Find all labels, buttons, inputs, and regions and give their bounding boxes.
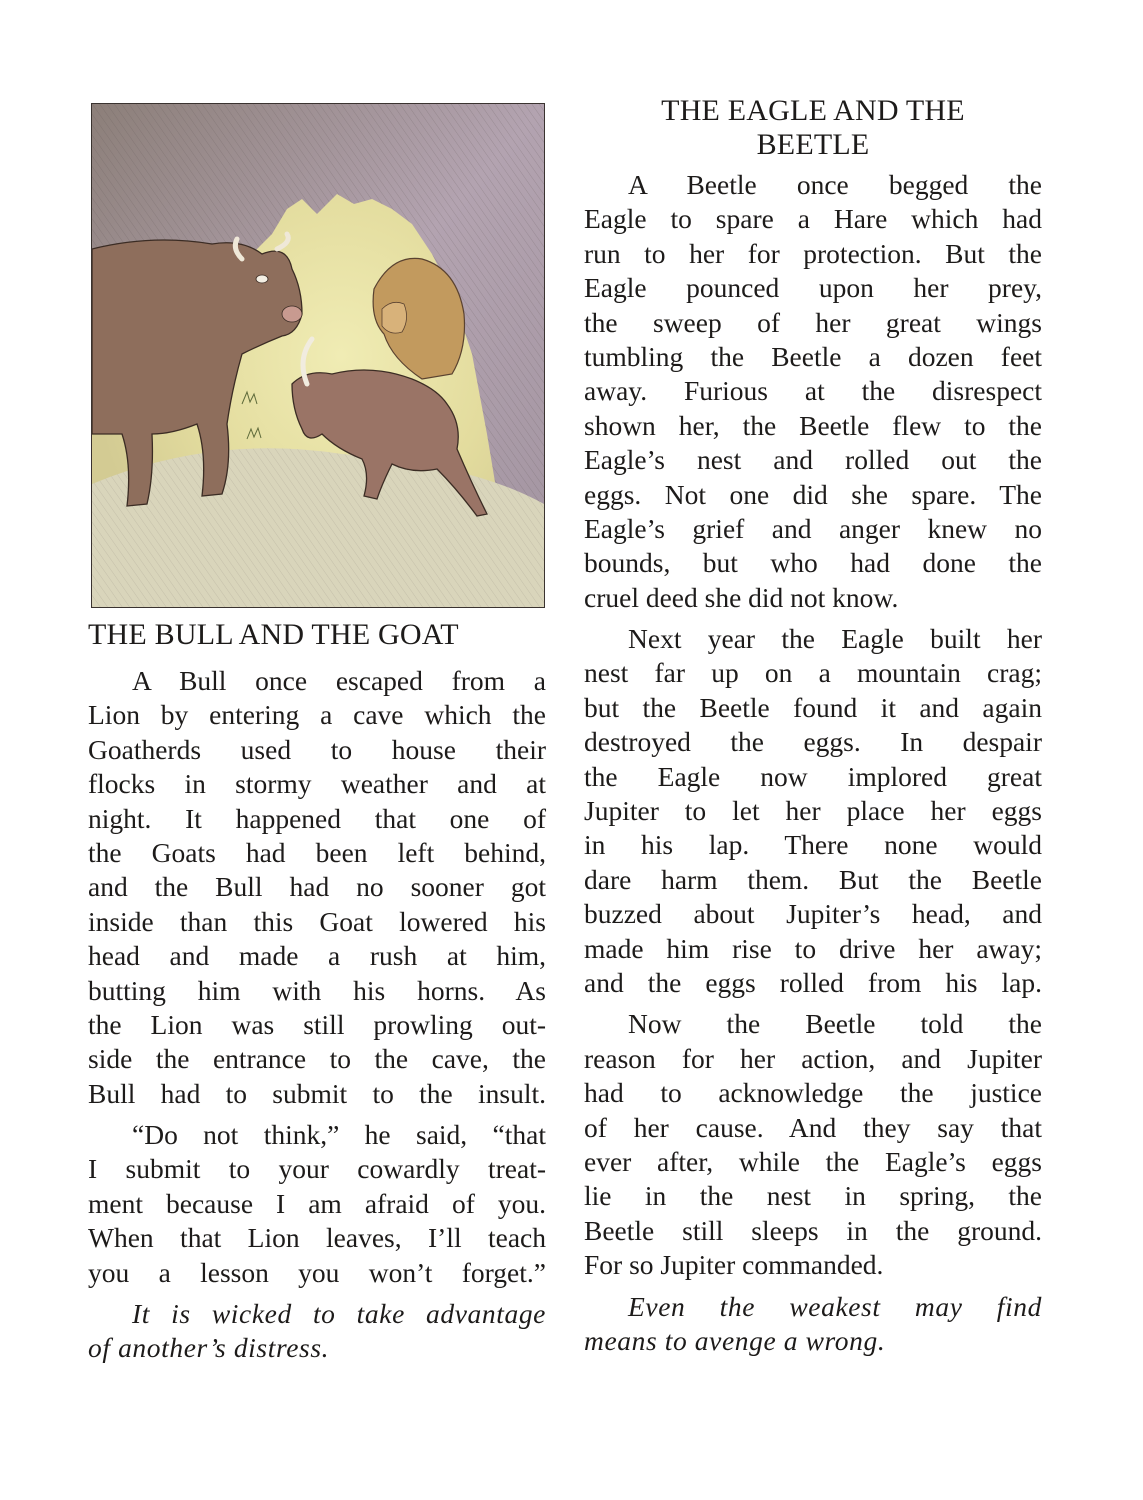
bull-goat-lion-illustration [91, 103, 545, 608]
story-title-line: BEETLE [756, 128, 870, 161]
text-line: Bull had to submit to the insult. [88, 1077, 546, 1109]
text-line: bounds, but who had done the [584, 547, 1042, 579]
text-line: flocks in stormy weather and at [88, 768, 546, 800]
text-line: night. It happened that one of [88, 802, 546, 834]
text-line: ever after, while the Eagle’s eggs [584, 1145, 1042, 1177]
text-line: away. Furious at the disrespect [584, 375, 1042, 407]
story-bull-and-goat [88, 618, 546, 1366]
text-line: Eagle’s nest and rolled out the [584, 444, 1042, 476]
text-line: “Do not think,” he said, “that [132, 1119, 546, 1151]
text-line: Jupiter to let her place her eggs [584, 795, 1042, 827]
moral-line: means to avenge a wrong. [584, 1324, 886, 1356]
story-paragraph [584, 168, 1042, 615]
story-title-line: THE EAGLE AND THE [661, 94, 965, 127]
story-paragraph [584, 1007, 1042, 1282]
text-line: you a lesson you won’t forget.” [88, 1256, 546, 1288]
text-line: the Goats had been left behind, [88, 836, 546, 868]
story-title [584, 94, 1042, 162]
text-line: shown her, the Beetle flew to the [584, 409, 1042, 441]
text-line: Now the Beetle told the [628, 1008, 1042, 1040]
text-line: but the Beetle found it and again [584, 691, 1042, 723]
text-line: dare harm them. But the Beetle [584, 863, 1042, 895]
text-line: side the entrance to the cave, the [88, 1043, 546, 1075]
text-line: Eagle pounced upon her prey, [584, 272, 1042, 304]
text-line: buzzed about Jupiter’s head, and [584, 898, 1042, 930]
story-moral [584, 1290, 1042, 1359]
text-line: cruel deed she did not know. [584, 581, 899, 613]
story-moral [88, 1297, 546, 1366]
text-line: and the eggs rolled from his lap. [584, 966, 1042, 998]
text-line: reason for her action, and Jupiter [584, 1042, 1042, 1074]
text-line: had to acknowledge the justice [584, 1077, 1042, 1109]
story-paragraph [584, 622, 1042, 1000]
text-line: head and made a rush at him, [88, 940, 546, 972]
text-line: the Eagle now implored great [584, 760, 1042, 792]
text-line: eggs. Not one did she spare. The [584, 478, 1042, 510]
text-line: tumbling the Beetle a dozen feet [584, 340, 1042, 372]
text-line: the Lion was still prowling out- [88, 1008, 546, 1040]
text-line: A Beetle once begged the [628, 169, 1042, 200]
text-line: ment because I am afraid of you. [88, 1187, 546, 1219]
text-line: For so Jupiter commanded. [584, 1249, 884, 1281]
moral-line: Even the weakest may find [628, 1290, 1042, 1322]
text-line: A Bull once escaped from a [132, 665, 546, 696]
text-line: I submit to your cowardly treat- [88, 1153, 546, 1185]
text-line: of her cause. And they say that [584, 1111, 1042, 1143]
text-line: Beetle still sleeps in the ground. [584, 1214, 1042, 1246]
story-title: THE BULL AND THE GOAT [88, 618, 459, 651]
text-line: When that Lion leaves, I’ll teach [88, 1222, 546, 1254]
text-line: made him rise to drive her away; [584, 932, 1042, 964]
story-paragraph [88, 1118, 546, 1290]
text-line: in his lap. There none would [584, 829, 1042, 861]
moral-line: It is wicked to take advantage [132, 1298, 546, 1330]
story-paragraph [88, 664, 546, 1111]
text-line: Eagle to spare a Hare which had [584, 203, 1042, 235]
text-line: Goatherds used to house their [88, 733, 546, 765]
moral-line: of another’s distress. [88, 1332, 330, 1364]
illustration-image [92, 104, 544, 607]
text-line: Eagle’s grief and anger knew no [584, 512, 1042, 544]
text-line: the sweep of her great wings [584, 306, 1042, 338]
text-line: nest far up on a mountain crag; [584, 657, 1042, 689]
text-line: Lion by entering a cave which the [88, 699, 546, 731]
text-line: run to her for protection. But the [584, 237, 1042, 269]
story-eagle-and-beetle [584, 94, 1042, 1358]
text-line: butting him with his horns. As [88, 974, 546, 1006]
text-line: destroyed the eggs. In despair [584, 726, 1042, 758]
text-line: Next year the Eagle built her [628, 623, 1042, 655]
text-line: lie in the nest in spring, the [584, 1180, 1042, 1212]
text-line: and the Bull had no sooner got [88, 871, 546, 903]
text-line: inside than this Goat lowered his [88, 905, 546, 937]
